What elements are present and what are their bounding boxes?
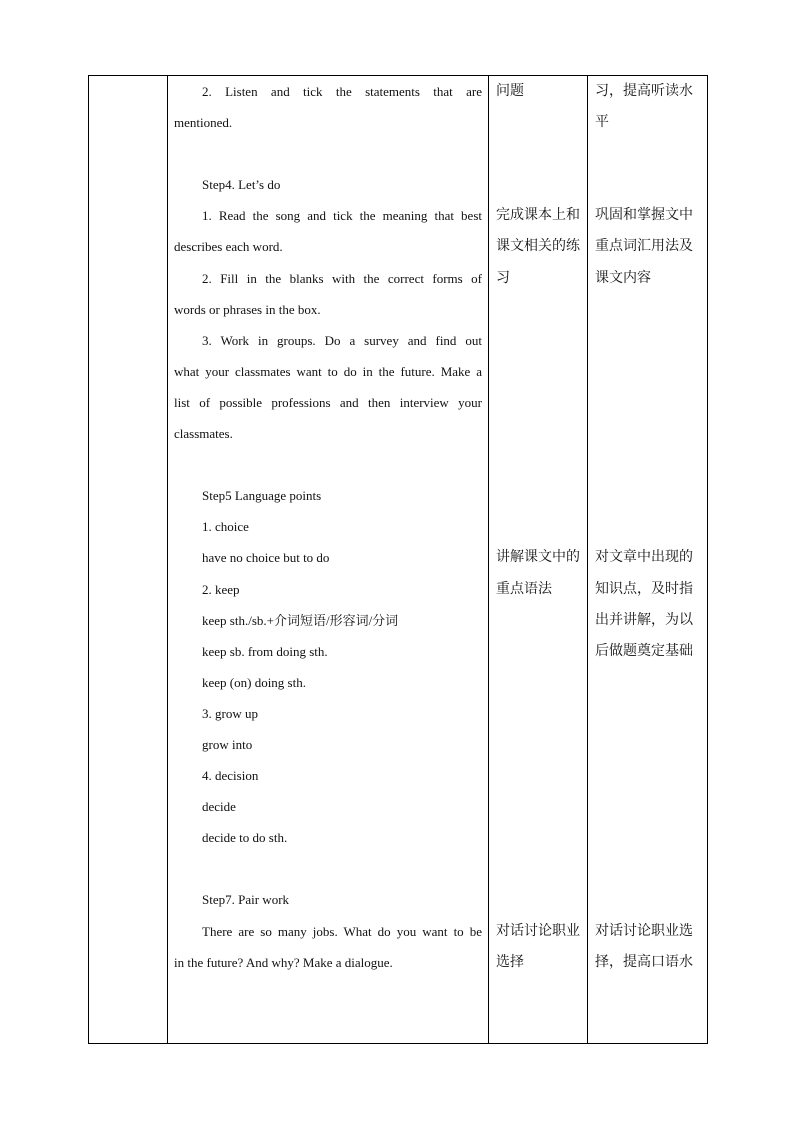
- procedure-line: 3. grow up: [202, 705, 258, 721]
- purpose-line: 平: [595, 114, 609, 131]
- procedure-line: 2. Listen and tick the statements that are: [202, 84, 482, 99]
- design-purpose-cell: [588, 76, 708, 1044]
- procedure-line: keep sb. from doing sth.: [202, 643, 328, 659]
- activity-line: 习: [496, 269, 510, 286]
- purpose-line: 对话讨论职业选: [595, 922, 693, 939]
- purpose-line: 重点词汇用法及: [595, 238, 693, 255]
- procedure-line: mentioned.: [174, 115, 233, 131]
- activity-line: 选择: [496, 953, 524, 970]
- activity-line: 对话讨论职业: [496, 922, 580, 939]
- activity-line: 完成课本上和: [496, 207, 580, 224]
- procedure-line: classmates.: [174, 426, 233, 442]
- empty-cell: [89, 76, 168, 1044]
- procedure-line: keep sth./sb.+介词短语/形容词/分词: [202, 612, 399, 628]
- activity-line: 重点语法: [496, 580, 552, 597]
- step4-title: Step4. Let’s do: [202, 177, 281, 193]
- step5-title: Step5 Language points: [202, 488, 322, 504]
- procedure-line: 1. Read the song and tick the meaning that best: [202, 208, 482, 224]
- procedure-line: 1. choice: [202, 519, 249, 535]
- procedure-line: keep (on) doing sth.: [202, 674, 306, 690]
- procedure-line: grow into: [202, 736, 253, 752]
- table-row: [89, 76, 708, 1044]
- purpose-line: 择，提高口语水: [595, 953, 693, 970]
- procedure-line: decide: [202, 799, 236, 815]
- step7-title: Step7. Pair work: [202, 892, 290, 908]
- procedure-line: words or phrases in the box.: [174, 301, 321, 317]
- procedure-line: 2. Fill in the blanks with the correct forms of: [202, 270, 482, 286]
- procedure-line: list of possible professions and then interview your: [174, 394, 482, 410]
- activity-line: 讲解课文中的: [496, 549, 580, 566]
- procedure-line: 3. Work in groups. Do a survey and find out: [202, 332, 482, 348]
- purpose-line: 巩固和掌握文中: [595, 207, 693, 224]
- procedure-line: 2. keep: [202, 581, 240, 597]
- activity-line: 课文相关的练: [496, 238, 580, 255]
- procedure-line: in the future? And why? Make a dialogue.: [174, 954, 393, 970]
- purpose-line: 课文内容: [595, 269, 651, 286]
- teaching-procedure-cell: [168, 76, 489, 1044]
- purpose-line: 对文章中出现的: [595, 549, 693, 566]
- student-activity-cell: [489, 76, 588, 1044]
- procedure-line: describes each word.: [174, 239, 283, 255]
- purpose-line: 出并讲解，为以: [595, 611, 693, 628]
- procedure-line: There are so many jobs. What do you want to be: [202, 923, 482, 939]
- activity-line: 问题: [496, 83, 524, 99]
- purpose-line: 习，提高听读水: [595, 83, 693, 99]
- procedure-line: what your classmates want to do in the future. Make a: [174, 363, 482, 379]
- purpose-line: 后做题奠定基础: [595, 642, 693, 659]
- procedure-line: decide to do sth.: [202, 830, 288, 846]
- procedure-line: have no choice but to do: [202, 550, 330, 566]
- purpose-line: 知识点，及时指: [595, 580, 693, 597]
- procedure-line: 4. decision: [202, 768, 259, 784]
- lesson-plan-table: [88, 75, 708, 1044]
